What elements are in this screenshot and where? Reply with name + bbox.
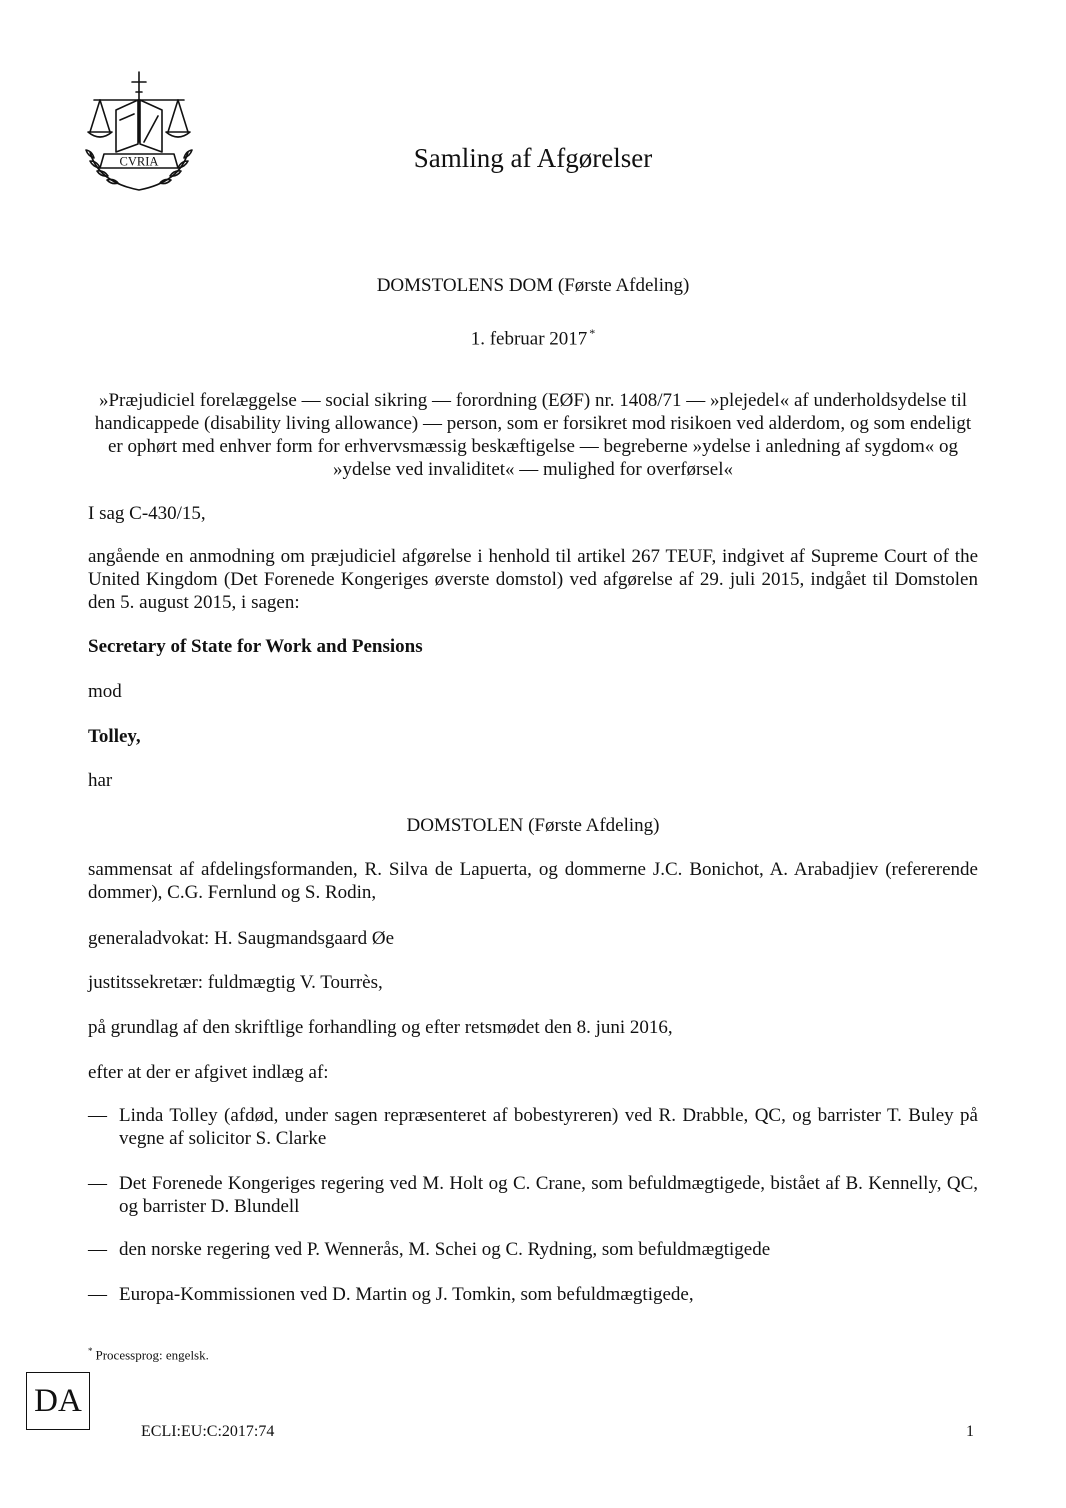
- list-dash: —: [88, 1284, 107, 1305]
- observation-text: den norske regering ved P. Wennerås, M. Schei og C. Rydning, som befuldmægtigede: [119, 1239, 771, 1260]
- court-composition: sammensat af afdelingsformanden, R. Silva de Lapuerta, og dommerne J.C. Bonichot, A. Arabadjiev (refererende dommer), C.G. Fernlund og S. Rodin,: [88, 859, 978, 903]
- case-number: I sag C-430/15,: [88, 503, 206, 524]
- collection-title: [0, 143, 1066, 174]
- cvria-emblem-text: CVRIA: [119, 154, 159, 169]
- footnote-text: Processprog: engelsk.: [95, 1347, 209, 1363]
- judgment-date: [88, 322, 978, 350]
- language-badge: DA: [26, 1372, 90, 1430]
- advocate-general: generaladvokat: H. Saugmandsgaard Øe: [88, 928, 395, 949]
- list-dash: —: [88, 1239, 107, 1260]
- versus-label: mod: [88, 681, 122, 702]
- observation-text: Det Forenede Kongeriges regering ved M. Holt og C. Crane, som befuldmægtigede, bistået af B. Kennelly, QC, og barrister D. Blundell: [119, 1173, 978, 1217]
- has-label: har: [88, 770, 113, 791]
- judgment-date-text: 1. februar 2017: [470, 328, 588, 350]
- party-respondent: Tolley,: [88, 726, 141, 747]
- registrar: justitssekretær: fuldmægtig V. Tourrès,: [88, 972, 383, 993]
- observation-text: Europa-Kommissionen ved D. Martin og J. Tomkin, som befuldmægtigede,: [119, 1284, 694, 1305]
- case-keywords: »Præjudiciel forelæggelse — social sikring — forordning (EØF) nr. 1408/71 — »plejedel« af underholdsydelse til handicappede (disability living allowance) — person, som er forsikret mod risikoen ved alderdom, og som endeligt er ophørt med enhver form for erhvervsmæssig beskæftigelse — begreberne »ydelse i anledning af sygdom« og »ydelse ved invaliditet« — mulighed for overførsel«: [94, 390, 972, 480]
- list-dash: —: [88, 1105, 107, 1126]
- page-number: 1: [966, 1423, 974, 1440]
- footnote-marker[interactable]: *: [589, 326, 596, 340]
- footnote: [88, 1346, 209, 1363]
- judgment-title: DOMSTOLENS DOM (Første Afdeling): [376, 275, 690, 296]
- ecli-identifier: ECLI:EU:C:2017:74: [141, 1423, 275, 1440]
- footnote-marker: *: [88, 1346, 93, 1356]
- observation-text: Linda Tolley (afdød, under sagen repræsenteret af bobestyreren) ved R. Drabble, QC, og barrister T. Buley på vegne af solicitor S. Clarke: [119, 1105, 978, 1149]
- list-dash: —: [88, 1173, 107, 1194]
- observations-intro: efter at der er afgivet indlæg af:: [88, 1062, 329, 1083]
- collection-title-text: Samling af Afgørelser: [413, 143, 653, 173]
- court-heading: DOMSTOLEN (Første Afdeling): [406, 815, 660, 836]
- party-applicant: Secretary of State for Work and Pensions: [88, 636, 423, 657]
- reference-request: angående en anmodning om præjudiciel afgørelse i henhold til artikel 267 TEUF, indgivet af Supreme Court of the United Kingdom (Det Forenede Kongeriges øverste domstol) ved afgørelse af 29. juli 2015, indgået til Domstolen den 5. august 2015, i sagen:: [88, 546, 978, 613]
- procedure-basis: på grundlag af den skriftlige forhandling og efter retsmødet den 8. juni 2016,: [88, 1017, 673, 1038]
- cvria-emblem-icon: [80, 70, 198, 198]
